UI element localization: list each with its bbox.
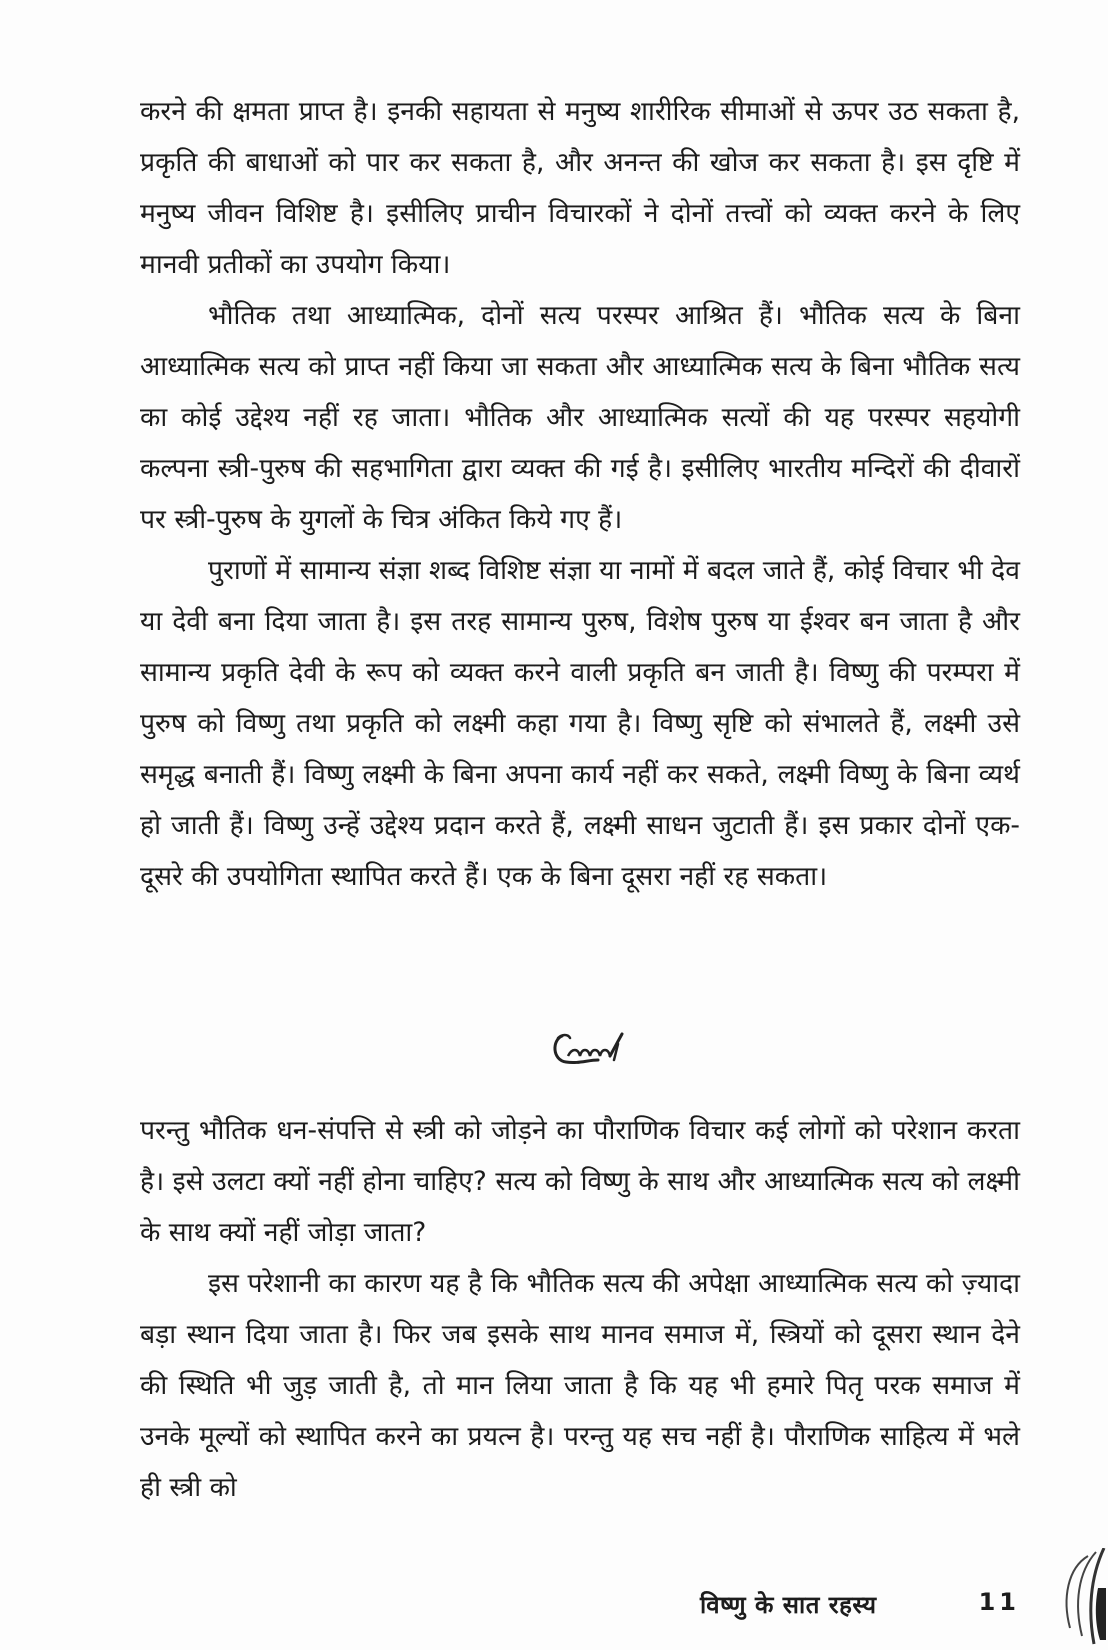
paragraph: पुराणों में सामान्य संज्ञा शब्द विशिष्ट संज्ञा या नामों में बदल जाते हैं, कोई विचार भी देव या देवी बना दिया जाता है। इस तरह सामान्य पुरुष, विशेष पुरुष या ईश्वर बन जाता है और सामान्य प्रकृति देवी के रूप को व्यक्त करने वाली प्रकृति बन जाती है। विष्णु की परम्परा में पुरुष को विष्णु तथा प्रकृति को लक्ष्मी कहा गया है। विष्णु सृष्टि को संभालते हैं, लक्ष्मी उसे समृद्ध बनाती हैं। विष्णु लक्ष्मी के बिना अपना कार्य नहीं कर सकते, लक्ष्मी विष्णु के बिना व्यर्थ हो जाती हैं। विष्णु उन्हें उद्देश्य प्रदान करते हैं, लक्ष्मी साधन जुटाती हैं। इस प्रकार दोनों एक-दूसरे की उपयोगिता स्थापित करते हैं। एक के बिना दूसरा नहीं रह सकता।: [140, 555, 1020, 892]
body-text-bottom: [140, 1105, 1020, 1513]
section-divider-ornament-icon: [548, 1030, 628, 1070]
body-text-top: [140, 86, 1020, 902]
page-footer: [700, 1588, 1020, 1621]
paragraph: इस परेशानी का कारण यह है कि भौतिक सत्य की अपेक्षा आध्यात्मिक सत्य को ज़्यादा बड़ा स्थान दिया जाता है। फिर जब इसके साथ मानव समाज में, स्त्रियों को दूसरा स्थान देने की स्थिति भी जुड़ जाती है, तो मान लिया जाता है कि यह भी हमारे पितृ परक समाज में उनके मूल्यों को स्थापित करने का प्रयत्न है। परन्तु यह सच नहीं है। पौराणिक साहित्य में भले ही स्त्री को: [140, 1268, 1020, 1503]
page-edge-curl-icon: [1048, 1548, 1108, 1648]
paragraph: परन्तु भौतिक धन-संपत्ति से स्त्री को जोड़ने का पौराणिक विचार कई लोगों को परेशान करता है। इसे उलटा क्यों नहीं होना चाहिए? सत्य को विष्णु के साथ और आध्यात्मिक सत्य को लक्ष्मी के साथ क्यों नहीं जोड़ा जाता?: [140, 1115, 1020, 1248]
running-footer-title: विष्णु के सात रहस्य: [700, 1591, 877, 1619]
paragraph: करने की क्षमता प्राप्त है। इनकी सहायता से मनुष्य शारीरिक सीमाओं से ऊपर उठ सकता है, प्रकृति की बाधाओं को पार कर सकता है, और अनन्त की खोज कर सकता है। इस दृष्टि में मनुष्य जीवन विशिष्ट है। इसीलिए प्राचीन विचारकों ने दोनों तत्त्वों को व्यक्त करने के लिए मानवी प्रतीकों का उपयोग किया।: [140, 96, 1020, 280]
paragraph: भौतिक तथा आध्यात्मिक, दोनों सत्य परस्पर आश्रित हैं। भौतिक सत्य के बिना आध्यात्मिक सत्य को प्राप्त नहीं किया जा सकता और आध्यात्मिक सत्य के बिना भौतिक सत्य का कोई उद्देश्य नहीं रह जाता। भौतिक और आध्यात्मिक सत्यों की यह परस्पर सहयोगी कल्पना स्त्री-पुरुष की सहभागिता द्वारा व्यक्त की गई है। इसीलिए भारतीय मन्दिरों की दीवारों पर स्त्री-पुरुष के युगलों के चित्र अंकित किये गए हैं।: [140, 300, 1020, 535]
page-number: 11: [978, 1588, 1020, 1616]
